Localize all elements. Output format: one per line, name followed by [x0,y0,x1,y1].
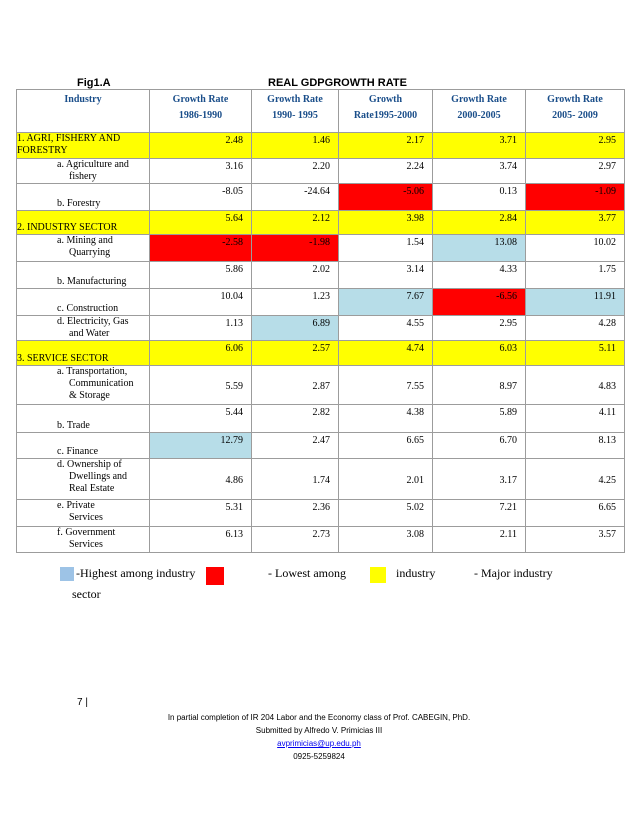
subsector-row [17,527,625,553]
value-1990-1995: 2.12 [252,211,339,235]
row-label-line: Real Estate [69,483,115,494]
value-1986-1990: 5.64 [150,211,252,235]
header-1995-2000: Growth Rate1995-2000 [339,90,433,133]
value-2005-2009: 2.97 [526,159,625,184]
subsector-row [17,459,625,500]
value-2005-2009: 4.83 [526,366,625,405]
value-2000-2005: 3.71 [433,133,526,159]
figure-label: Fig1.A [77,77,111,89]
value-1995-2000: 3.98 [339,211,433,235]
subsector-row [17,405,625,433]
value-2000-2005: 3.74 [433,159,526,184]
value-1995-2000: 4.74 [339,341,433,366]
value-1995-2000: 6.65 [339,433,433,459]
header-1986-1990: Growth Rate 1986-1990 [150,90,252,133]
legend-major-swatch [370,567,386,583]
value-1995-2000: 2.17 [339,133,433,159]
legend-lowest-text: - Lowest among [268,566,346,580]
value-2005-2009: -1.09 [526,184,625,211]
value-2000-2005: 8.97 [433,366,526,405]
value-2005-2009: 10.02 [526,235,625,262]
sector-row [17,211,625,235]
value-1995-2000: 2.01 [339,459,433,500]
value-1990-1995: 2.47 [252,433,339,459]
value-1990-1995: 2.02 [252,262,339,289]
subsector-row [17,500,625,527]
row-label-line: fishery [69,171,97,182]
value-1986-1990: 5.59 [150,366,252,405]
value-2005-2009: 6.65 [526,500,625,527]
row-label [17,184,150,211]
row-label-line: Communication [69,378,134,389]
row-label-line: c. Finance [57,446,99,457]
value-1995-2000: 3.08 [339,527,433,553]
subsector-row [17,316,625,341]
value-1986-1990: 2.48 [150,133,252,159]
value-1995-2000: -5.06 [339,184,433,211]
row-label-line: 3. SERVICE SECTOR [17,353,109,364]
value-1995-2000: 7.55 [339,366,433,405]
footer-course-line: In partial completion of IR 204 Labor and the Economy class of Prof. CABEGIN, PhD. [167,713,471,722]
value-1995-2000: 2.24 [339,159,433,184]
value-1990-1995: 2.20 [252,159,339,184]
value-1986-1990: 12.79 [150,433,252,459]
page-number: 7 | [77,697,88,708]
row-label-line: Services [69,539,103,550]
row-label [17,500,150,527]
value-1986-1990: 5.31 [150,500,252,527]
subsector-row [17,184,625,211]
sector-row [17,341,625,366]
value-2000-2005: 3.17 [433,459,526,500]
value-2000-2005: 7.21 [433,500,526,527]
figure-title: REAL GDPGROWTH RATE [268,77,407,89]
value-2000-2005: 5.89 [433,405,526,433]
legend-highest-swatch [60,567,74,581]
value-2005-2009: 3.77 [526,211,625,235]
subsector-row [17,289,625,316]
value-1986-1990: 3.16 [150,159,252,184]
value-1990-1995: 1.46 [252,133,339,159]
value-2005-2009: 4.25 [526,459,625,500]
header-1990-1995: Growth Rate 1990- 1995 [252,90,339,133]
value-1990-1995: 2.57 [252,341,339,366]
row-label-line: f. Government [57,527,116,538]
value-1990-1995: 6.89 [252,316,339,341]
row-label [17,211,150,235]
value-1995-2000: 5.02 [339,500,433,527]
subsector-row [17,366,625,405]
header-industry: Industry [17,90,150,133]
value-2000-2005: 2.11 [433,527,526,553]
row-label-line: e. Private [57,500,95,511]
value-2005-2009: 4.11 [526,405,625,433]
value-1995-2000: 4.38 [339,405,433,433]
subsector-row [17,235,625,262]
row-label [17,159,150,184]
legend-lowest-cont: industry [396,566,436,580]
row-label [17,405,150,433]
header-2005-2009: Growth Rate 2005- 2009 [526,90,625,133]
footer-email-link[interactable]: avprimicias@up.edu.ph [277,739,361,748]
row-label-line: 2. INDUSTRY SECTOR [17,222,118,233]
value-2000-2005: 2.95 [433,316,526,341]
value-2000-2005: 13.08 [433,235,526,262]
row-label [17,133,150,159]
value-1986-1990: 4.86 [150,459,252,500]
sector-row [17,133,625,159]
value-1986-1990: -2.58 [150,235,252,262]
header-2000-2005: Growth Rate 2000-2005 [433,90,526,133]
value-2005-2009: 8.13 [526,433,625,459]
value-2000-2005: 6.03 [433,341,526,366]
row-label [17,341,150,366]
row-label [17,433,150,459]
row-label [17,289,150,316]
header-row [17,90,625,133]
row-label-line: c. Construction [57,303,119,314]
value-1990-1995: 2.73 [252,527,339,553]
row-label-line: Quarrying [69,247,111,258]
row-label [17,316,150,341]
value-2005-2009: 2.95 [526,133,625,159]
row-label-line: Services [69,512,103,523]
value-1995-2000: 3.14 [339,262,433,289]
row-label-line: b. Forestry [57,198,101,209]
value-1990-1995: 1.74 [252,459,339,500]
row-label [17,262,150,289]
growth-rate-table [16,89,625,553]
row-label-line: b. Trade [57,420,90,431]
row-label-line: & Storage [69,390,110,401]
legend [56,565,616,605]
row-label [17,527,150,553]
value-2005-2009: 4.28 [526,316,625,341]
row-label [17,459,150,500]
value-1990-1995: 1.23 [252,289,339,316]
value-1986-1990: 5.44 [150,405,252,433]
value-1995-2000: 7.67 [339,289,433,316]
row-label-line: 1. AGRI, FISHERY AND [17,133,121,144]
value-1995-2000: 1.54 [339,235,433,262]
value-1990-1995: -1.98 [252,235,339,262]
value-2005-2009: 3.57 [526,527,625,553]
legend-major-cont: sector [72,587,101,601]
value-2005-2009: 11.91 [526,289,625,316]
subsector-row [17,262,625,289]
value-2000-2005: 2.84 [433,211,526,235]
value-1986-1990: -8.05 [150,184,252,211]
value-1990-1995: -24.64 [252,184,339,211]
value-2005-2009: 1.75 [526,262,625,289]
row-label-line: and Water [69,328,110,339]
value-2005-2009: 5.11 [526,341,625,366]
value-1995-2000: 4.55 [339,316,433,341]
footer-author-line: Submitted by Alfredo V. Primicias III [255,726,383,735]
legend-major-text: - Major industry [474,566,553,580]
row-label-line: a. Agriculture and [57,159,129,170]
value-1986-1990: 6.13 [150,527,252,553]
row-label-line: b. Manufacturing [57,276,127,287]
value-2000-2005: -6.56 [433,289,526,316]
row-label-line: d. Ownership of [57,459,122,470]
value-1986-1990: 10.04 [150,289,252,316]
value-1990-1995: 2.87 [252,366,339,405]
row-label-line: a. Transportation, [57,366,128,377]
subsector-row [17,159,625,184]
subsector-row [17,433,625,459]
footer-phone: 0925-5259824 [293,752,345,761]
value-2000-2005: 6.70 [433,433,526,459]
value-1986-1990: 1.13 [150,316,252,341]
row-label-line: Dwellings and [69,471,128,482]
row-label [17,366,150,405]
row-label-line: FORESTRY [17,145,68,156]
legend-highest-text: -Highest among industry [76,566,196,580]
legend-lowest-swatch [206,567,224,585]
value-1990-1995: 2.82 [252,405,339,433]
row-label-line: d. Electricity, Gas [57,316,129,327]
row-label [17,235,150,262]
value-2000-2005: 4.33 [433,262,526,289]
row-label-line: a. Mining and [57,235,113,246]
value-2000-2005: 0.13 [433,184,526,211]
value-1986-1990: 5.86 [150,262,252,289]
value-1990-1995: 2.36 [252,500,339,527]
value-1986-1990: 6.06 [150,341,252,366]
